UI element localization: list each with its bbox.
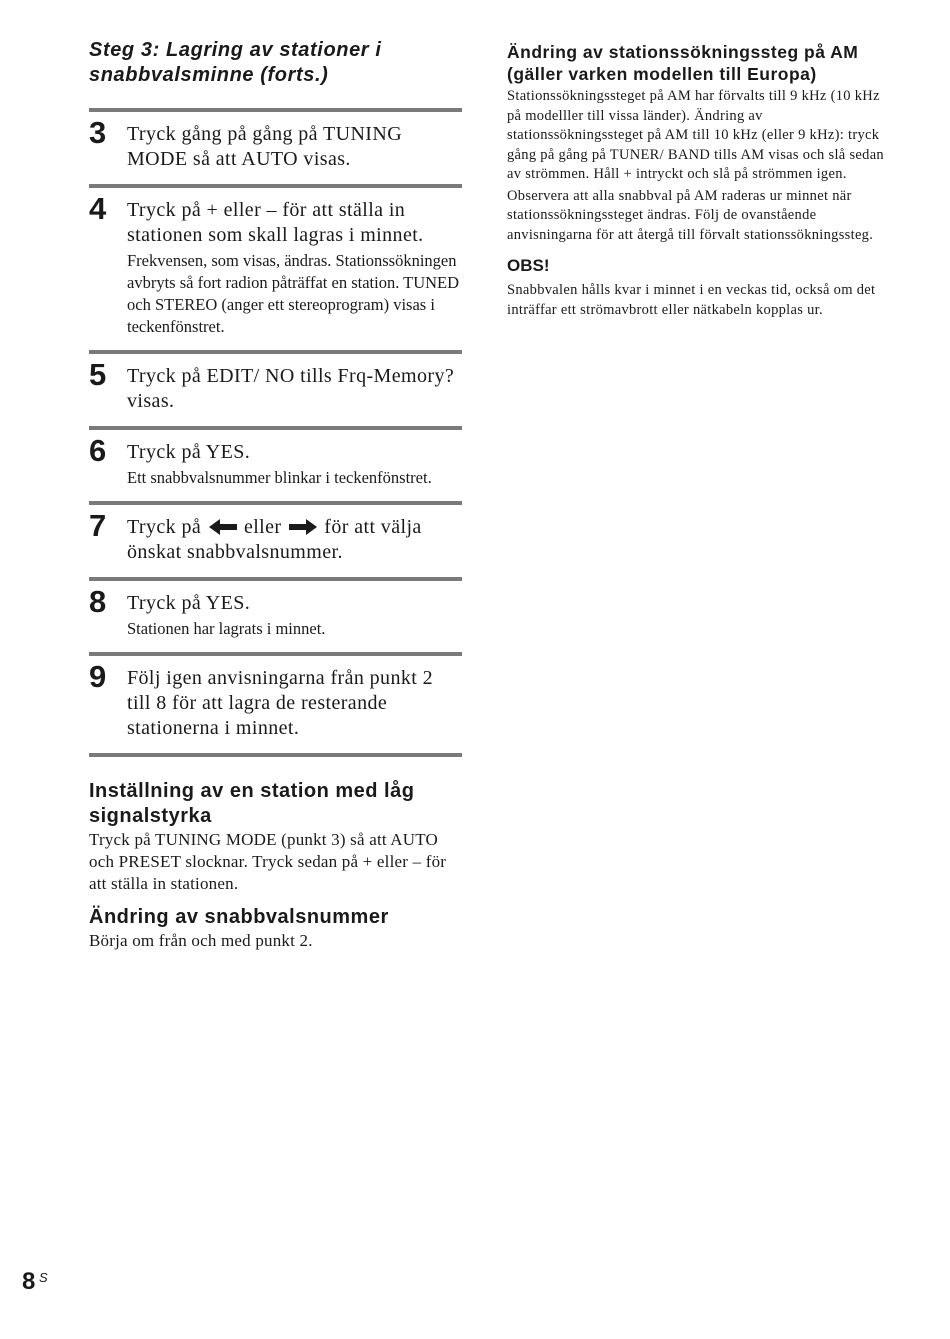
step-3 [89,108,462,184]
step-number: 5 [89,357,107,392]
step-text: Tryck på EDIT/ NO tills Frq-Memory? visas. [127,365,455,412]
section-heading: Steg 3: Lagring av stationer i snabbvalsminne (forts.) [89,39,382,86]
step-8 [89,577,462,652]
step-number: 7 [89,508,107,543]
step-7 [89,501,462,577]
weak-signal-heading: Inställning av en station med låg signalstyrka [89,780,415,827]
step-number: 8 [89,584,107,619]
change-preset-heading: Ändring av snabbvalsnummer [89,906,389,928]
step-text: Tryck på YES. [127,441,251,463]
step-5 [89,350,462,426]
step-note: Stationen har lagrats i minnet. [127,619,326,638]
am-step-paragraph: Observera att alla snabbval på AM raderas ur minnet när stationssökningssteget ändras. Följ de ovanstående anvisningarna för att återgå till förvalt stationssökningssteg. [507,187,874,243]
page-number: 8 [22,1268,36,1295]
change-preset-text: Börja om från och med punkt 2. [89,931,313,950]
step-number: 9 [89,659,107,694]
step-note: Ett snabbvalsnummer blinkar i teckenfönstret. [127,468,432,487]
step-text-part: eller [243,516,282,538]
step-text [127,515,462,565]
am-step-heading: Ändring av stationssökningssteg på AM (gäller varken modellen till Europa) [507,42,859,84]
step-text-part: för att välja önskat snabbvalsnummer. [127,516,422,563]
step-number: 4 [89,191,107,226]
step-note: Frekvensen, som visas, ändras. Stationssökningen avbryts så fort radion påträffat en station. TUNED och STEREO (anger ett stereoprogram) visas i teckenfönstret. [127,251,460,336]
left-arrow-icon [209,519,237,535]
page-number-suffix: S [39,1270,48,1285]
step-text-part: Tryck på [127,516,202,538]
right-arrow-icon [289,519,317,535]
am-step-paragraph: Stationssökningssteget på AM har förvalts till 9 kHz (10 kHz på modelller till vissa länder). Ändring av stationssökningssteget på AM till 10 kHz (eller 9 kHz): tryck gång på gång på TUNER/ BAND tills AM visas och slå sedan av strömmen. Håll + intryckt och slå på strömmen igen. [507,88,884,182]
step-6 [89,426,462,501]
step-4 [89,184,462,350]
weak-signal-text: Tryck på TUNING MODE (punkt 3) så att AUTO och PRESET slocknar. Tryck sedan på + eller – för att ställa in stationen. [89,830,447,893]
step-9 [89,652,462,753]
step-text: Tryck gång på gång på TUNING MODE så att AUTO visas. [127,123,403,170]
step-number: 3 [89,115,107,150]
obs-heading: OBS! [507,256,550,275]
obs-text: Snabbvalen hålls kvar i minnet i en veckas tid, också om det inträffar ett strömavbrott eller nätkabeln kopplas ur. [507,282,876,318]
right-column [507,41,887,320]
step-text: Tryck på YES. [127,592,251,614]
step-text: Tryck på + eller – för att ställa in stationen som skall lagras i minnet. [127,199,424,246]
left-column [89,38,462,952]
step-text: Följ igen anvisningarna från punkt 2 till 8 för att lagra de resterande stationerna i minnet. [127,667,434,739]
step-number: 6 [89,433,107,468]
